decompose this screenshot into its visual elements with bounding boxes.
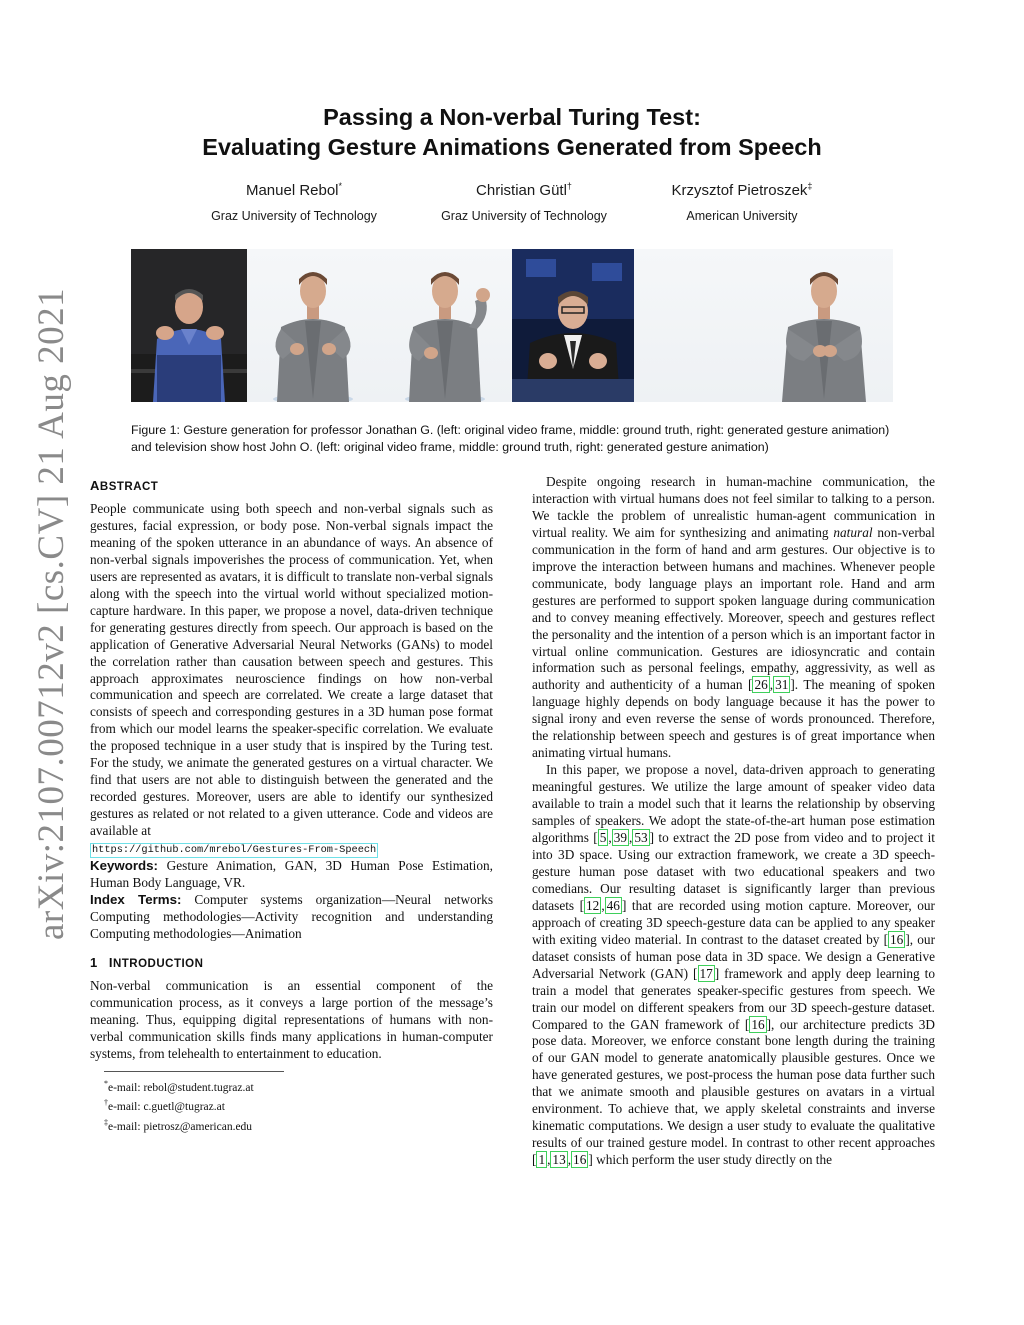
intro-heading <box>90 955 493 972</box>
footnote-2 <box>90 1095 493 1115</box>
text-run: In this paper, we propose a novel, data-driven approach to generating meaningful gestures. We utilize the large amount of speaker video data available to train a model such that it learns the relationship by observing samples of speakers. We adopt the state-of-the-art human pose estimation algorithms [ <box>532 762 935 846</box>
author-affiliation: Graz University of Technology <box>441 209 607 223</box>
footnote-mark: ‡ <box>104 1118 108 1128</box>
citation-link[interactable]: 31 <box>775 677 789 693</box>
text-run: ] to extract the 2D pose from video and to project it into 3D space. Using our extraction framework, we create a 3D speech-gesture human pose dataset with two educational speakers and two comedians. Our resulting dataset is significantly larger than previous datasets [ <box>532 830 935 913</box>
text-run: ]. The meaning of spoken language highly depends on body language because it has the power to signal irony and even reverse the sense of words pronounced. Therefore, the relationship between speech and gestures is of great importance when animating virtual humans. <box>532 677 935 761</box>
citation-link[interactable]: 26 <box>754 677 768 693</box>
paper-title-line-2: Evaluating Gesture Animations Generated from Speech <box>202 134 822 160</box>
abstract-text <box>90 501 493 858</box>
citation-link[interactable]: 39 <box>613 830 627 846</box>
author-affiliation: Graz University of Technology <box>211 209 377 223</box>
footnote-text: e-mail: rebol@student.tugraz.at <box>108 1081 254 1094</box>
abstract-body: People communicate using both speech and non-verbal signals such as gestures, facial expression, or body pose. Non-verbal signals impact the meaning of the spoken utterance in an abundance of ways. An absence of non-verbal signals impoverishes the process of communication. Yet, when users are represented as avatars, it is difficult to translate non-verbal signals along with the speech into the virtual world without specialized motion-capture hardware. In this paper, we propose a novel, data-driven technique for generating gestures directly from speech. Our approach is based on the application of Generative Adversarial Neural Networks (GANs) to model the correlation rather than causation between speech and gestures. This approach approximates neuroscience findings on how non-verbal communication and speech are correlated. We create a large dataset that consists of speech and corresponding gestures in a 3D human pose format from which our model learns the speaker-specific correlation. We evaluate the proposed technique in a user study that is inspired by the Turing test. For the study, we animate the generated gestures on a virtual character. We find that users are not able to distinguish between the generated and the recorded gestures. Moreover, users are able to identify our synthesized gestures as related or not related to a given utterance. Code and videos are available at <box>90 501 493 839</box>
text-run: ], our dataset consists of human pose data in 3D space. We design a Generative Adversarial Network (GAN) [ <box>532 931 935 981</box>
arxiv-stamp: arXiv:2107.00712v2 [cs.CV] 21 Aug 2021 <box>31 287 72 940</box>
index-terms-text: Computer systems organization—Neural networks Computing methodologies—Activity recognition and understanding Computing methodologies—Animation <box>90 891 493 941</box>
keywords <box>90 858 493 892</box>
citation-link[interactable]: 16 <box>751 1016 765 1032</box>
video-frame-professor <box>131 249 247 402</box>
citation-link[interactable]: 16 <box>573 1152 587 1168</box>
footnote-rule <box>104 1071 284 1072</box>
left-column <box>90 474 493 1135</box>
author-name: Manuel Rebol <box>245 182 339 199</box>
intro-heading-rest: NTRODUCTION <box>112 957 204 970</box>
author-mark: * <box>338 181 343 191</box>
text-run: ] framework and apply deep learning to train a model that generates speaker-specific gestures from speech. We train our model on different speakers from our 3D speech-gesture dataset. Compared to the GAN framework of [ <box>532 965 935 1032</box>
author-mark: † <box>566 181 572 191</box>
abstract-heading-rest: BSTRACT <box>99 481 159 493</box>
citation-link[interactable]: 53 <box>634 830 648 846</box>
intro-paragraph-2: Despite ongoing research in human-machine communication, the interaction with virtual humans does not feel similar to talking to a person. We tackle the problem of unrealistic human-agent communication in virtual reality. We aim for synthesizing and animating natural non-verbal communication in the form of hand and arm gestures. Our objective is to improve the interaction between humans and machines. Whenever people communicate, body language plays an important role. Hand and arm gestures are performed to support spoken language during communication and to convey meaning effectively. Moreover, speech and gestures reflect the personality and the intention of a person which is an important factor in virtual online communication. Gestures are idiosyncratic and contain information such as personal feelings, empathy, aggressivity, as well as authority and authenticity of a human [ 26 , 31 ]. The meaning of spoken language highly depends on body language because it has the power to signal irony and even reverse the sense of words pronounced. Therefore, the relationship between speech and gestures is of great importance when animating virtual humans. <box>532 474 936 761</box>
index-terms <box>90 892 493 943</box>
index-terms-label: Index Terms: <box>90 891 182 907</box>
avatar-generated-host <box>762 249 893 402</box>
text-run: ], our architecture predicts 3D pose data. Moreover, we enforce constant bone length during the training of our GAN model to generate anatomically plausible gestures. Once we have generated gestures, we post-process the human pose data further such that we animate smooth and plausible gestures on avatars in a virtual environment. To achieve that, we apply skeletal constraints and inverse kinematic computations. We design a user study to evaluate the qualitative results of our trained gesture model. In contrast to other recent approaches [ <box>532 1016 935 1168</box>
text-run: ] that are recorded using motion capture. Moreover, our approach of creating 3D speech-gesture data can be applied to any speaker with exiting video material. In contrast to the dataset created by [ <box>532 897 935 947</box>
citation-link[interactable]: 12 <box>586 897 600 913</box>
citation-link[interactable]: 13 <box>552 1152 566 1168</box>
keywords-label: Keywords: <box>90 858 158 874</box>
footnote-text: e-mail: c.guetl@tugraz.at <box>108 1101 225 1114</box>
avatar-generated-professor <box>379 249 511 402</box>
text-run: non-verbal communication in the form of hand and arm gestures. Our objective is to improve the interaction between humans and machines. Whenever people communicate, body language plays an important role. Hand and arm gestures are performed to support spoken language during communication and to convey meaning effectively. Moreover, speech and gestures reflect the personality and the intention of a person which is an important factor in virtual online communication. Gestures are idiosyncratic and contain information such as personal feelings, empathy, aggressivity, as well as authority and authenticity of a human [ <box>532 524 936 693</box>
author-name: Christian Gütl <box>476 182 567 199</box>
footnote-mark: * <box>104 1078 108 1088</box>
keywords-text: Gesture Animation, GAN, 3D Human Pose Estimation, Human Body Language, VR. <box>90 858 494 891</box>
footnote-3 <box>90 1115 493 1135</box>
citation-link[interactable]: 5 <box>599 830 607 846</box>
citation-link[interactable]: 16 <box>890 931 904 947</box>
citation-link[interactable]: 1 <box>538 1152 546 1168</box>
intro-number: 1 <box>90 954 98 970</box>
intro-paragraph-3: In this paper, we propose a novel, data-driven approach to generating meaningful gestures. We utilize the large amount of speaker video data available to train a model such that it learns the relationship by observing samples of speakers. We adopt the state-of-the-art human pose estimation algorithms [ 5 , 39 , 53 ] to extract the 2D pose from video and to project it into 3D space. Using our extraction framework, we create a 3D speech-gesture human pose dataset with two educational speakers and two comedians. Our resulting dataset is significantly larger than previous datasets [ 12 , 46 ] that are recorded using motion capture. Moreover, our approach of creating 3D speech-gesture data can be applied to any speaker with exiting video material. In contrast to the dataset created by [ 16 ], our dataset consists of human pose data in 3D space. We design a Generative Adversarial Network (GAN) [ 17 ] framework and apply deep learning to train a model that generates speaker-specific gestures from speech. We train our model on different speakers from our 3D speech-gesture dataset. Compared to the GAN framework of [ 16 ], our architecture predicts 3D pose data. Moreover, we enforce constant bone length during the training of our GAN model to generate anatomically plausible gestures. Once we have generated gestures, we post-process the human pose data further such that we animate smooth and plausible gestures on avatars in a virtual environment. To achieve that, we apply skeletal constraints and inverse kinematic computations. We design a user study to evaluate the qualitative results of our trained gesture model. In contrast to other recent approaches [ 1 , 13 , 16 ] which perform the user study directly on the <box>532 762 935 1168</box>
text-run: ] which perform the user study directly on the <box>588 1152 833 1168</box>
abstract-heading-first: A <box>90 478 100 493</box>
avatar-ground-truth-host-spacer <box>634 249 762 402</box>
figure-1-caption: Figure 1: Gesture generation for professor Jonathan G. (left: original video frame, middle: ground truth, right: generated gesture animation) and television show host John O. (left: original video frame, middle: ground truth, right: generated gesture animation) <box>131 423 890 454</box>
emphasis-natural: natural <box>833 524 873 540</box>
avatar-ground-truth-professor <box>247 249 379 402</box>
footnote-mark: † <box>104 1098 108 1108</box>
citation-link[interactable]: 17 <box>699 965 713 981</box>
footnote-1 <box>90 1076 493 1096</box>
code-url-link[interactable]: https://github.com/mrebol/Gestures-From-Speech <box>92 844 377 857</box>
intro-heading-first: I <box>108 954 113 970</box>
author-name: Krzysztof Pietroszek <box>671 182 808 199</box>
author-affiliation: American University <box>686 209 798 223</box>
author-mark: ‡ <box>807 181 813 191</box>
paper-title-line-1: Passing a Non-verbal Turing Test: <box>323 104 701 130</box>
video-frame-host <box>512 249 634 402</box>
intro-paragraph-1: Non-verbal communication is an essential component of the communication process, as it conveys a large portion of the message’s meaning. Thus, equipping digital representations of humans with non-verbal communication skills finds many applications in human-computer systems, from telehealth to entertainment to education. <box>90 977 493 1061</box>
footnote-text: e-mail: pietrosz@american.edu <box>108 1121 253 1134</box>
abstract-heading <box>90 478 493 495</box>
text-run: Despite ongoing research in human-machine communication, the interaction with virtual humans does not feel similar to talking to a person. We tackle the problem of unrealistic human-agent communication in virtual reality. We aim for synthesizing and animating <box>532 474 935 540</box>
author-block-rebol <box>164 176 424 225</box>
author-block-pietroszek <box>612 176 872 225</box>
right-column <box>532 474 935 1169</box>
citation-link[interactable]: 46 <box>606 897 620 913</box>
